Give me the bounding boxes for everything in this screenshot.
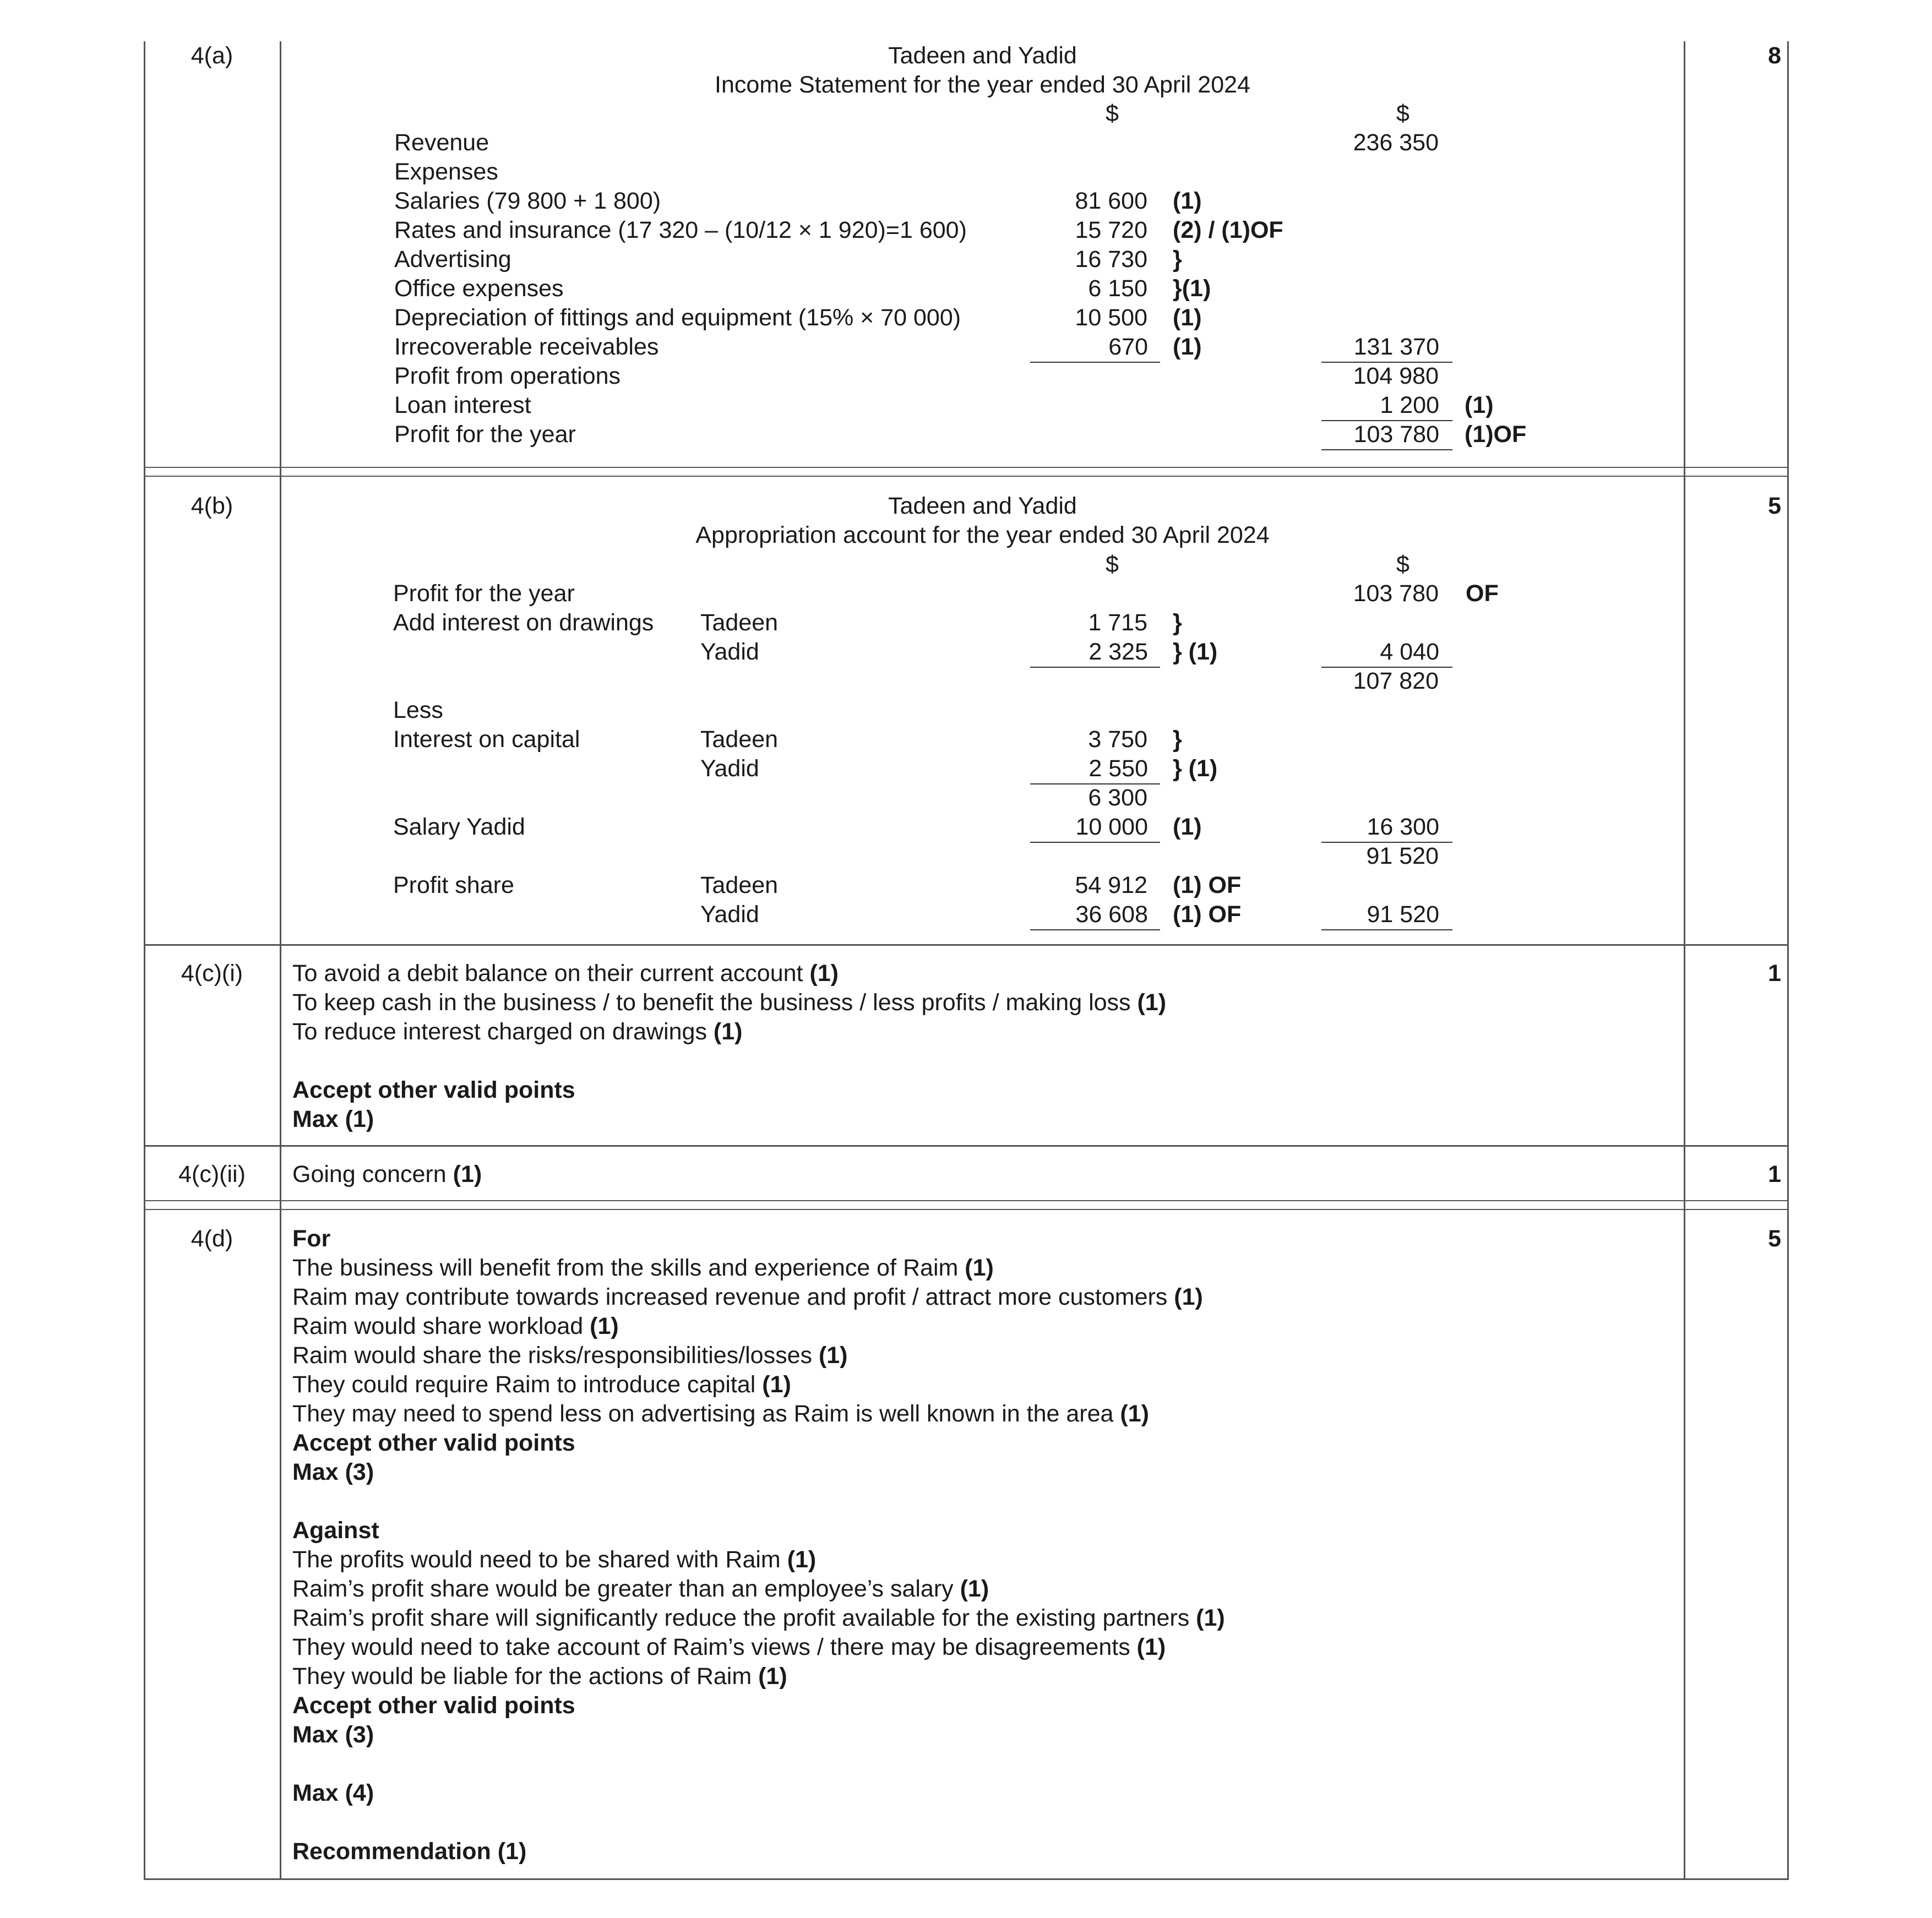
- recommendation-note: Recommendation (1): [292, 1838, 527, 1865]
- row-value-col2: 236 350: [1353, 129, 1439, 156]
- answer-line: Going concern (1): [292, 1161, 482, 1187]
- grid-line: [144, 944, 1789, 946]
- statement-subtitle: Appropriation account for the year ended 30 April 2024: [695, 522, 1270, 548]
- grid-line: [144, 1878, 1789, 1880]
- subtotal-value: 91 520: [1366, 843, 1439, 869]
- row-value-col2: 104 980: [1353, 363, 1439, 389]
- mark-annotation: (1): [1173, 188, 1202, 214]
- marks-value: 1: [1768, 1161, 1781, 1187]
- mark-annotation: (1) OF: [1173, 901, 1242, 928]
- row-label: Irrecoverable receivables: [394, 334, 659, 360]
- marks-value: 5: [1768, 1225, 1781, 1252]
- question-label: 4(d): [191, 1225, 233, 1252]
- mark-annotation: OF: [1466, 580, 1499, 607]
- row-label: Salaries (79 800 + 1 800): [394, 188, 661, 214]
- max-note: Max (4): [292, 1780, 374, 1806]
- mark-annotation: (1)OF: [1465, 421, 1527, 448]
- row-label: Less: [393, 697, 443, 723]
- answer-line: Raim would share the risks/responsibilities/losses (1): [292, 1342, 848, 1369]
- row-value-col1: 10 000: [1030, 813, 1160, 843]
- answer-line: They would need to take account of Raim’s views / there may be disagreements (1): [292, 1634, 1166, 1660]
- answer-line: To reduce interest charged on drawings (1): [292, 1018, 743, 1045]
- grid-line: [144, 467, 1789, 468]
- question-label: 4(c)(i): [181, 960, 243, 987]
- row-value-col1: 670: [1030, 333, 1160, 363]
- row-value-col1: 15 720: [1075, 217, 1147, 243]
- row-value-col2: 131 370: [1321, 333, 1452, 363]
- statement-title: Tadeen and Yadid: [888, 42, 1077, 69]
- answer-line: Raim’s profit share would be greater than an employee’s salary (1): [292, 1576, 989, 1602]
- mark-annotation: }: [1173, 609, 1182, 636]
- mark-annotation: } (1): [1173, 755, 1218, 782]
- row-value-col1: 3 750: [1088, 726, 1147, 753]
- answer-line: The profits would need to be shared with Raim (1): [292, 1546, 817, 1573]
- answer-line: Raim would share workload (1): [292, 1313, 619, 1339]
- row-label: Rates and insurance (17 320 – (10/12 × 1 920)=1 600): [394, 217, 967, 243]
- grid-line: [1787, 41, 1789, 1880]
- max-note: Max (3): [292, 1459, 374, 1485]
- partner-name: Yadid: [700, 901, 759, 928]
- answer-line: They would be liable for the actions of Raim (1): [292, 1663, 787, 1690]
- mark-annotation: (1) OF: [1173, 872, 1242, 898]
- grid-line: [144, 41, 145, 1880]
- answer-line: They could require Raim to introduce capital (1): [292, 1371, 791, 1398]
- row-label: Profit for the year: [393, 580, 575, 607]
- row-value-col1: 2 325: [1030, 637, 1160, 668]
- row-label: Loan interest: [394, 392, 531, 418]
- row-value-col1: 16 730: [1075, 246, 1147, 273]
- answer-line: Raim’s profit share will significantly reduce the profit available for the existing partners (1): [292, 1605, 1225, 1631]
- section-heading: For: [292, 1225, 331, 1252]
- row-value-col1: 54 912: [1075, 872, 1147, 898]
- answer-line: Raim may contribute towards increased revenue and profit / attract more customers (1): [292, 1284, 1203, 1310]
- row-value-col1: 1 715: [1088, 609, 1147, 636]
- partner-name: Tadeen: [700, 609, 779, 636]
- marks-value: 1: [1768, 960, 1781, 987]
- row-label: Depreciation of fittings and equipment (15% × 70 000): [394, 304, 961, 331]
- max-note: Max (3): [292, 1721, 374, 1748]
- row-label: Salary Yadid: [393, 814, 525, 840]
- row-value-col1: 36 608: [1030, 900, 1160, 930]
- marks-value: 5: [1768, 493, 1781, 519]
- column-currency-1: $: [1106, 100, 1119, 127]
- question-label: 4(a): [191, 42, 233, 69]
- answer-line: To avoid a debit balance on their current account (1): [292, 960, 839, 987]
- accept-note: Accept other valid points: [292, 1430, 575, 1456]
- row-label: Office expenses: [394, 275, 564, 302]
- statement-title: Tadeen and Yadid: [888, 493, 1077, 519]
- row-value-col2: 103 780: [1353, 580, 1439, 607]
- row-label: Profit from operations: [394, 363, 621, 389]
- accept-note: Accept other valid points: [292, 1077, 575, 1103]
- subtotal-value: 107 820: [1353, 668, 1439, 694]
- mark-annotation: (1): [1173, 334, 1202, 360]
- answer-line: The business will benefit from the skills and experience of Raim (1): [292, 1255, 994, 1281]
- question-label: 4(c)(ii): [178, 1161, 246, 1187]
- row-value-col2: 103 780: [1321, 420, 1452, 450]
- partner-name: Tadeen: [700, 872, 779, 898]
- column-currency-2: $: [1396, 551, 1409, 577]
- grid-line: [144, 1209, 1789, 1210]
- row-value-col2: 1 200: [1321, 391, 1452, 421]
- mark-annotation: (2) / (1)OF: [1173, 217, 1283, 243]
- row-value-col1: 2 550: [1030, 754, 1160, 784]
- section-heading: Against: [292, 1517, 379, 1544]
- row-label: Profit for the year: [394, 421, 576, 448]
- row-value-col1: 81 600: [1075, 188, 1147, 214]
- row-label: Interest on capital: [393, 726, 580, 753]
- mark-annotation: }: [1173, 246, 1182, 273]
- row-value-col2: 4 040: [1321, 637, 1452, 668]
- mark-annotation: (1): [1173, 304, 1202, 331]
- grid-line: [144, 1145, 1789, 1147]
- marks-value: 8: [1768, 42, 1781, 69]
- subtotal-value: 6 300: [1088, 784, 1147, 811]
- mark-annotation: } (1): [1173, 639, 1218, 665]
- column-currency-1: $: [1106, 551, 1119, 577]
- question-label: 4(b): [191, 493, 233, 519]
- row-label: Expenses: [394, 159, 498, 185]
- row-label: Advertising: [394, 246, 511, 273]
- row-label: Revenue: [394, 129, 489, 156]
- answer-line: To keep cash in the business / to benefit the business / less profits / making loss (1): [292, 989, 1167, 1016]
- column-currency-2: $: [1396, 100, 1409, 127]
- partner-name: Yadid: [700, 639, 759, 665]
- partner-name: Yadid: [700, 755, 759, 782]
- row-value-col1: 6 150: [1088, 275, 1147, 302]
- mark-annotation: (1): [1465, 392, 1494, 418]
- grid-line: [144, 476, 1789, 477]
- row-value-col2: 91 520: [1321, 900, 1452, 930]
- row-label: Profit share: [393, 872, 514, 898]
- accept-note: Accept other valid points: [292, 1692, 575, 1719]
- mark-annotation: (1): [1173, 814, 1202, 840]
- mark-annotation: }: [1173, 726, 1182, 753]
- row-value-col1: 10 500: [1075, 304, 1147, 331]
- mark-annotation: }(1): [1173, 275, 1211, 302]
- row-label: Add interest on drawings: [393, 609, 654, 636]
- row-value-col2: 16 300: [1321, 813, 1452, 843]
- grid-line: [144, 1200, 1789, 1201]
- answer-line: They may need to spend less on advertising as Raim is well known in the area (1): [292, 1401, 1149, 1427]
- partner-name: Tadeen: [700, 726, 779, 753]
- max-note: Max (1): [292, 1106, 374, 1132]
- grid-line: [280, 41, 281, 1880]
- statement-subtitle: Income Statement for the year ended 30 April 2024: [715, 72, 1250, 98]
